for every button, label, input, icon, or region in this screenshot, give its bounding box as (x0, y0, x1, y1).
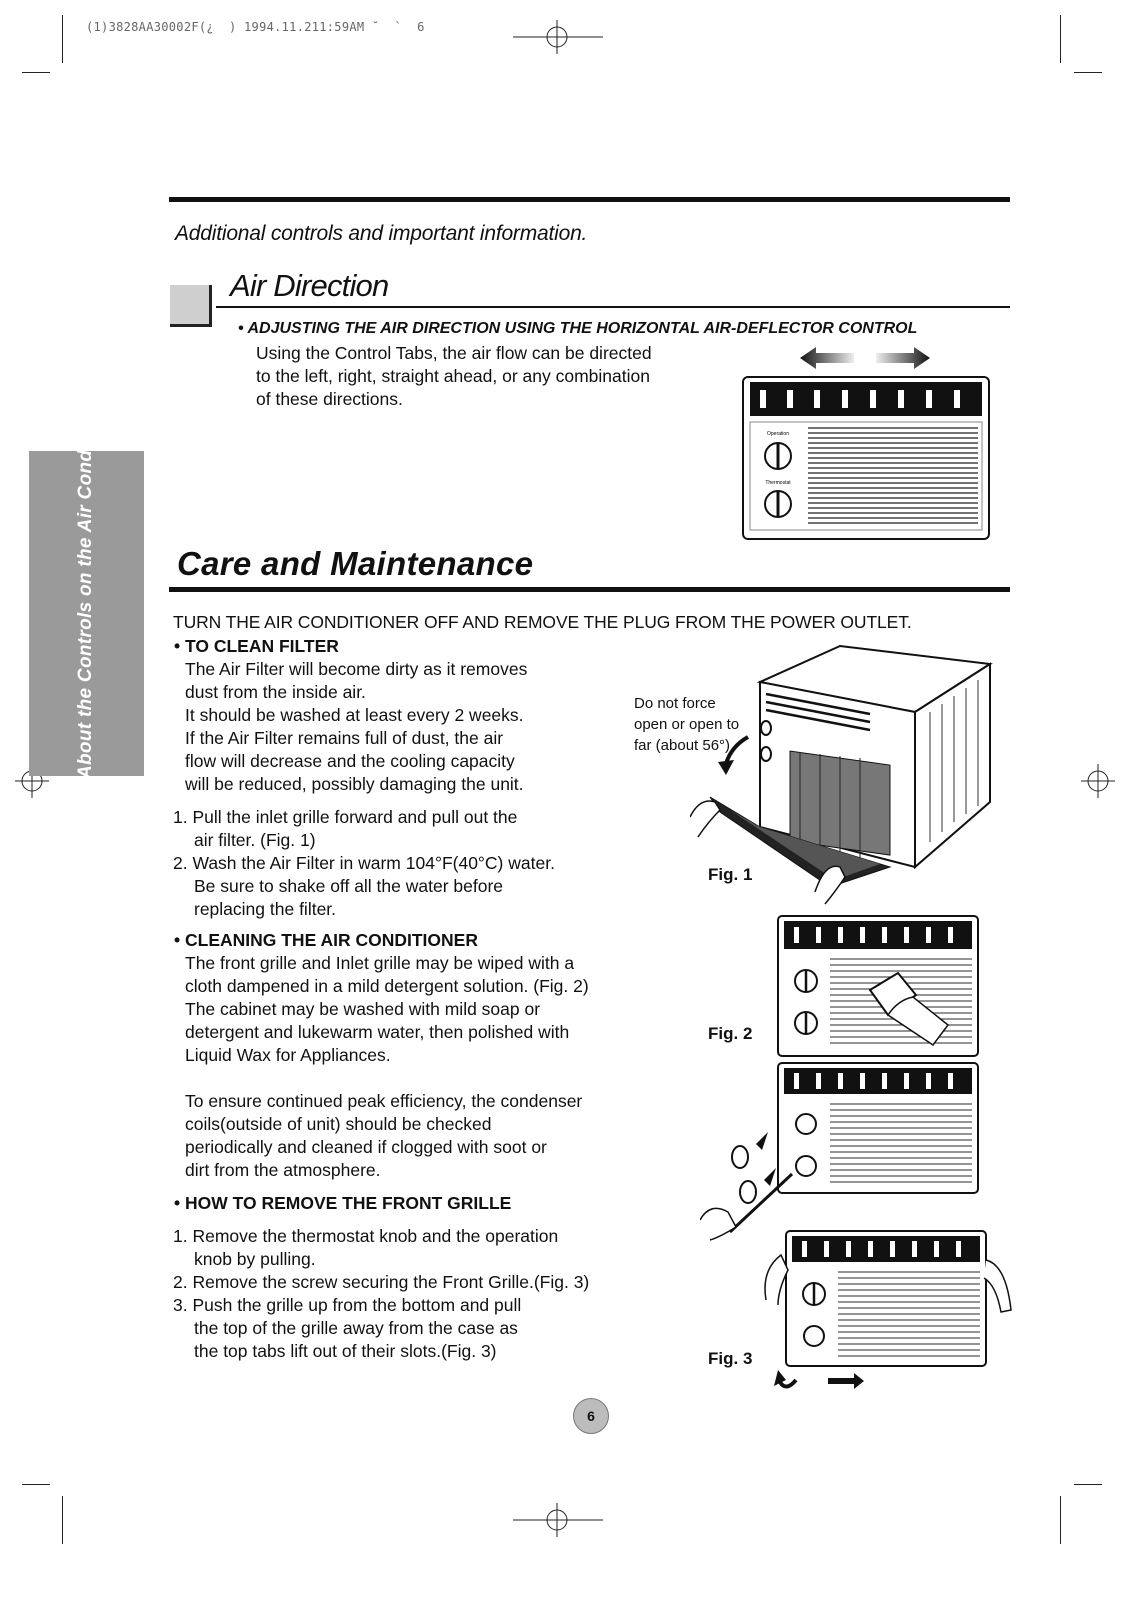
registration-line (513, 36, 603, 38)
step-line: 1. Pull the inlet grille forward and pull out the (173, 807, 518, 827)
fig3-grille-lift-illustration (756, 1230, 1026, 1395)
crop-mark (1074, 1484, 1102, 1485)
care-title: Care and Maintenance (177, 545, 534, 582)
section-marker (170, 285, 212, 327)
step-line: the top tabs lift out of their slots.(Fig. 3) (194, 1341, 497, 1361)
note-line: open or open to (634, 716, 740, 733)
crop-mark (22, 72, 50, 73)
power-warning: TURN THE AIR CONDITIONER OFF AND REMOVE THE PLUG FROM THE POWER OUTLET. (173, 612, 912, 632)
text-line: dirt from the atmosphere. (185, 1160, 381, 1180)
print-header: (1)3828AA30002F(¿ ) 1994.11.211:59AM ˘ ` 6 (86, 20, 425, 34)
text-line: periodically and cleaned if clogged with soot or (185, 1137, 547, 1157)
condenser-text (185, 1090, 582, 1182)
registration-mark-icon (1081, 764, 1115, 798)
fig3-label: Fig. 3 (708, 1349, 753, 1368)
air-direction-rule (216, 306, 1010, 308)
crop-mark (1060, 1496, 1061, 1544)
step-line: air filter. (Fig. 1) (194, 830, 316, 850)
text-line: The Air Filter will become dirty as it removes (185, 659, 528, 679)
text-line: To ensure continued peak efficiency, the condenser (185, 1091, 583, 1111)
panel-operation-label: Operation (767, 431, 789, 437)
air-direction-title: Air Direction (230, 268, 389, 303)
remove-grille-steps (173, 1225, 589, 1363)
text-line: of these directions. (256, 389, 403, 409)
crop-mark (1074, 72, 1102, 73)
clean-filter-steps (173, 806, 555, 921)
step-line: replacing the filter. (194, 899, 337, 919)
registration-line (513, 1519, 603, 1521)
sidebar-label: About the Controls on the Air Conditioner (75, 389, 96, 779)
panel-thermostat-label: Thermostat (765, 480, 791, 486)
step-line: Be sure to shake off all the water before (194, 876, 504, 896)
note-line: Do not force (634, 695, 716, 712)
step-line: 2. Remove the screw securing the Front Grille.(Fig. 3) (173, 1272, 590, 1292)
fig2-label: Fig. 2 (708, 1024, 753, 1043)
top-rule (169, 197, 1010, 202)
step-line: 2. Wash the Air Filter in warm 104°F(40°C) water. (173, 853, 555, 873)
crop-mark (22, 1484, 50, 1485)
text-line: will be reduced, possibly damaging the unit. (185, 774, 524, 794)
sidebar-tab (29, 389, 144, 779)
air-direction-text (256, 342, 652, 411)
remove-grille-heading: • HOW TO REMOVE THE FRONT GRILLE (174, 1193, 512, 1213)
text-line: coils(outside of unit) should be checked (185, 1114, 492, 1134)
ac-unit-front-illustration (742, 376, 990, 540)
cleaning-ac-text (185, 952, 589, 1067)
page-number: 6 (573, 1398, 609, 1434)
text-line: Liquid Wax for Appliances. (185, 1045, 391, 1065)
text-line: If the Air Filter remains full of dust, the air (185, 728, 504, 748)
fig3-knob-removal-illustration (700, 1062, 996, 1242)
step-line: knob by pulling. (194, 1249, 316, 1269)
text-line: detergent and lukewarm water, then polished with (185, 1022, 570, 1042)
cleaning-ac-heading: • CLEANING THE AIR CONDITIONER (174, 930, 478, 950)
step-line: the top of the grille away from the case as (194, 1318, 518, 1338)
crop-mark (62, 1496, 63, 1544)
step-line: 1. Remove the thermostat knob and the operation (173, 1226, 559, 1246)
step-line: 3. Push the grille up from the bottom and pull (173, 1295, 522, 1315)
text-line: The cabinet may be washed with mild soap or (185, 999, 541, 1019)
crop-mark (62, 15, 63, 63)
text-line: cloth dampened in a mild detergent solution. (Fig. 2) (185, 976, 589, 996)
air-direction-heading: • ADJUSTING THE AIR DIRECTION USING THE HORIZONTAL AIR-DEFLECTOR CONTROL (238, 320, 918, 337)
fig2-wiping-illustration (748, 915, 996, 1060)
note-line: far (about 56°) (634, 737, 731, 754)
text-line: to the left, right, straight ahead, or any combination (256, 366, 650, 386)
text-line: dust from the inside air. (185, 682, 366, 702)
care-rule (169, 587, 1010, 592)
clean-filter-heading: • TO CLEAN FILTER (174, 636, 339, 656)
text-line: flow will decrease and the cooling capacity (185, 751, 515, 771)
text-line: The front grille and Inlet grille may be wiped with a (185, 953, 575, 973)
text-line: Using the Control Tabs, the air flow can be directed (256, 343, 652, 363)
clean-filter-text (185, 658, 527, 796)
left-right-arrows-icon (800, 346, 930, 370)
crop-mark (1060, 15, 1061, 63)
text-line: It should be washed at least every 2 weeks. (185, 705, 524, 725)
page-subtitle: Additional controls and important information. (175, 222, 588, 245)
fig1-label: Fig. 1 (708, 865, 753, 884)
